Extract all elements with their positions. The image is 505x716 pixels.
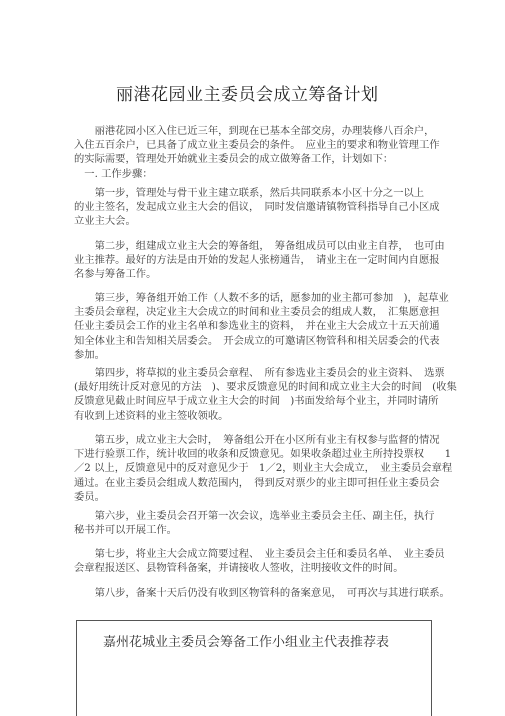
text-line: 知全体业主和告知相关居委会。 开会成立的可邀请区物管科和相关居委会的代表 <box>74 334 440 347</box>
text-line: 下进行验票工作，统计收回的收条和反馈意见。如果收条超过业主所持投票权 1 <box>74 448 452 461</box>
paragraph <box>74 586 450 600</box>
text-line: 会章程报送区、县物管科备案，并请接收人签收，注明接收文件的时间。 <box>74 562 404 575</box>
text-line: 名参与筹备工作。 <box>74 268 157 281</box>
paragraph <box>74 124 440 181</box>
text-line: (最好用统计反对意见的方法 )、要求反馈意见的时间和成立业主大会的时间 (收集 <box>74 381 457 394</box>
text-line: 第七步，将业主大会成立简要过程、 业主委员会主任和委员名单、 业主委员 <box>74 548 445 560</box>
paragraph <box>74 433 453 504</box>
text-line: 立业主大会。 <box>74 215 136 228</box>
text-line: 入住五百余户，已具备了成立业主委员会的条件。 应业主的要求和物业管理工作 <box>74 139 440 152</box>
text-line: 主委员会章程，决定业主大会成立的时间和业主委员会的组成人数， 汇集愿意担 <box>74 306 440 319</box>
paragraph <box>74 547 445 575</box>
text-line: 有收到上述资料的业主签收领收。 <box>74 409 229 422</box>
text-line: 第五步，成立业主大会时， 筹备组公开在小区所有业主有权参与监督的情况 <box>74 434 440 446</box>
text-line: 参加。 <box>74 348 105 361</box>
text-line: 的实际需要，管理处开始就业主委员会的成立做筹备工作，计划如下： <box>74 153 394 166</box>
paragraph <box>74 239 445 282</box>
text-line: 第四步，将草拟的业主委员会章程、 所有参选业主委员会的业主资料、 选票 <box>74 367 445 379</box>
paragraph <box>74 509 434 537</box>
table-title: 嘉州花城业主委员会筹备工作小组业主代表推荐表 <box>103 635 390 650</box>
text-line: 第八步，备案十天后仍没有收到区物管科的备案意见， 可再次与其进行联系。 <box>74 587 450 599</box>
text-line: 一. 工作步骤： <box>74 167 153 180</box>
page-title: 丽港花园业主委员会成立筹备计划 <box>116 85 379 105</box>
text-line: 的业主签名，发起成立业主大会的倡议， 同时发信邀请镇物管科指导自己小区成 <box>74 201 440 214</box>
text-line: 丽港花园小区入住已近三年，到现在已基本全部交房，办理装修八百余户， <box>74 125 435 137</box>
text-line: 第三步，筹备组开始工作（人数不多的话，愿参加的业主都可参加 )，起草业 <box>74 292 449 304</box>
text-line: 通过。在业主委员会组成人数范围内， 得到反对票少的业主即可担任业主委员会 <box>74 476 440 489</box>
paragraph <box>74 186 440 229</box>
text-line: 第二步，组建成立业主大会的筹备组， 筹备组成员可以由业主自荐， 也可由 <box>74 240 445 252</box>
text-line: 秘书并可以开展工作。 <box>74 524 177 537</box>
text-line: 任业主委员会工作的业主名单和参选业主的资料， 并在业主大会成立十五天前通 <box>74 320 440 333</box>
text-line: 业主推荐。最好的方法是由开始的发起人张榜通告， 请业主在一定时间内自愿报 <box>74 254 440 267</box>
paragraph <box>74 291 449 362</box>
text-line: ／2 以上，反馈意见中的反对意见少于 1／2，则业主大会成立， 业主委员会章程 <box>74 462 453 475</box>
paragraph <box>74 366 457 423</box>
text-line: 第一步，管理处与骨干业主建立联系，然后共同联系本小区十分之一以上 <box>74 187 425 199</box>
recommendation-table <box>76 620 432 716</box>
text-line: 委员。 <box>74 490 105 503</box>
text-line: 第六步，业主委员会召开第一次会议，选举业主委员会主任、副主任，执行 <box>74 510 435 522</box>
text-line: 反馈意见截止时间应早于成立业主大会的时间 )书面发给每个业主，并同时请所 <box>74 395 439 408</box>
